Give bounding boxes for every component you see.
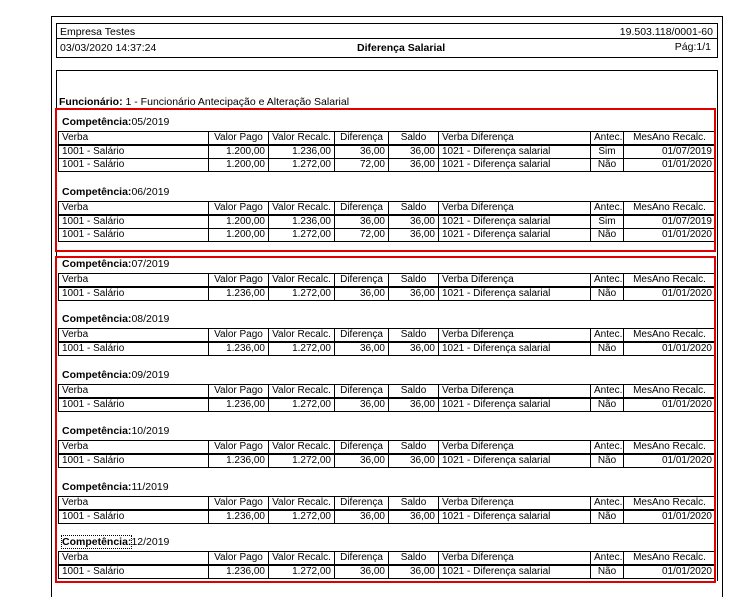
table-cell: 36,00 <box>389 565 439 579</box>
table-cell: 1.236,00 <box>209 342 269 356</box>
table-cell: 1001 - Salário <box>59 565 209 579</box>
table-cell: 1021 - Diferença salarial <box>439 215 591 229</box>
table-cell: 01/01/2020 <box>624 565 716 579</box>
column-header: Valor Pago <box>209 385 269 399</box>
column-header: Valor Pago <box>209 329 269 343</box>
table-cell: 1.236,00 <box>209 454 269 468</box>
table-cell: Não <box>591 398 624 412</box>
column-header: Saldo <box>389 552 439 566</box>
table-cell: 1001 - Salário <box>59 510 209 524</box>
table-cell: 01/07/2019 <box>624 215 716 229</box>
column-header: Antec. <box>591 132 624 146</box>
column-header: Verba Diferença <box>439 329 591 343</box>
column-header: Verba <box>59 132 209 146</box>
column-header: Valor Recalc. <box>269 329 335 343</box>
column-header: Verba Diferença <box>439 202 591 216</box>
table-cell: 1.200,00 <box>209 215 269 229</box>
table-cell: 1.236,00 <box>209 398 269 412</box>
column-header: MesAno Recalc. <box>624 329 716 343</box>
table-cell: Não <box>591 565 624 579</box>
table-cell: 1.272,00 <box>269 398 335 412</box>
competencia-caption: Competência: <box>62 116 132 128</box>
table-cell: 36,00 <box>389 342 439 356</box>
table-cell: 36,00 <box>335 342 389 356</box>
table-cell: 1.200,00 <box>209 145 269 159</box>
column-header: Valor Recalc. <box>269 441 335 455</box>
column-header: Verba <box>59 274 209 288</box>
column-header: Saldo <box>389 385 439 399</box>
table-cell: 1.272,00 <box>269 229 335 242</box>
table-cell: 36,00 <box>335 215 389 229</box>
table-cell: 01/07/2019 <box>624 145 716 159</box>
column-header: Valor Pago <box>209 497 269 511</box>
table-cell: 36,00 <box>389 510 439 524</box>
column-header: Verba Diferença <box>439 274 591 288</box>
column-header: Antec. <box>591 329 624 343</box>
table-cell: 1001 - Salário <box>59 398 209 412</box>
competencia-caption: Competência: <box>62 369 132 381</box>
column-header: Valor Pago <box>209 132 269 146</box>
table-cell: 1.236,00 <box>269 145 335 159</box>
table-cell: 1001 - Salário <box>59 287 209 301</box>
column-header: Verba <box>59 385 209 399</box>
column-header: Antec. <box>591 441 624 455</box>
table-cell: 1.236,00 <box>209 287 269 301</box>
table-cell: Sim <box>591 145 624 159</box>
highlight-box-2 <box>55 256 716 583</box>
table-cell: 36,00 <box>389 145 439 159</box>
competencia-period: 06/2019 <box>131 186 170 198</box>
table-cell: 1021 - Diferença salarial <box>439 159 591 172</box>
table-cell: Não <box>591 454 624 468</box>
table-cell: 36,00 <box>389 215 439 229</box>
column-header: MesAno Recalc. <box>624 497 716 511</box>
column-header: Diferença <box>335 441 389 455</box>
column-header: Saldo <box>389 202 439 216</box>
table-cell: 1001 - Salário <box>59 454 209 468</box>
highlight-box-1 <box>55 108 716 252</box>
column-header: Verba Diferença <box>439 385 591 399</box>
column-header: Diferença <box>335 552 389 566</box>
table-cell: 01/01/2020 <box>624 229 716 242</box>
table-cell: Não <box>591 159 624 172</box>
table-cell: 36,00 <box>335 454 389 468</box>
report-header-row-2 <box>56 38 718 58</box>
column-header: Antec. <box>591 274 624 288</box>
table-cell: 1.236,00 <box>269 215 335 229</box>
table-cell: 1021 - Diferença salarial <box>439 287 591 301</box>
table-cell: 36,00 <box>335 565 389 579</box>
column-header: MesAno Recalc. <box>624 441 716 455</box>
table-cell: 1001 - Salário <box>59 159 209 172</box>
column-header: Verba Diferença <box>439 441 591 455</box>
column-header: Saldo <box>389 274 439 288</box>
column-header: Diferença <box>335 274 389 288</box>
competencia-period: 07/2019 <box>131 258 170 270</box>
table-cell: 01/01/2020 <box>624 287 716 301</box>
table-cell: 36,00 <box>389 229 439 242</box>
table-cell: 01/01/2020 <box>624 342 716 356</box>
column-header: Diferença <box>335 497 389 511</box>
column-header: MesAno Recalc. <box>624 274 716 288</box>
competencia-period: 09/2019 <box>131 369 170 381</box>
table-cell: 1001 - Salário <box>59 145 209 159</box>
report-datetime: 03/03/2020 14:37:24 <box>60 42 157 54</box>
table-cell: 72,00 <box>335 229 389 242</box>
column-header: Antec. <box>591 385 624 399</box>
column-header: Verba <box>59 202 209 216</box>
column-header: Antec. <box>591 202 624 216</box>
table-cell: 1001 - Salário <box>59 342 209 356</box>
column-header: Saldo <box>389 441 439 455</box>
table-cell: 36,00 <box>335 145 389 159</box>
column-header: Valor Pago <box>209 441 269 455</box>
table-cell: 72,00 <box>335 159 389 172</box>
table-cell: 1021 - Diferença salarial <box>439 229 591 242</box>
competencia-period: 08/2019 <box>131 313 170 325</box>
table-cell: 36,00 <box>335 287 389 301</box>
column-header: Saldo <box>389 132 439 146</box>
column-header: Verba Diferença <box>439 132 591 146</box>
column-header: Valor Pago <box>209 202 269 216</box>
competencia-period: 10/2019 <box>131 425 170 437</box>
column-header: MesAno Recalc. <box>624 202 716 216</box>
table-cell: 36,00 <box>389 287 439 301</box>
table-cell: 1021 - Diferença salarial <box>439 510 591 524</box>
table-cell: 1.236,00 <box>209 565 269 579</box>
competencia-caption: Competência: <box>62 186 132 198</box>
table-cell: Não <box>591 342 624 356</box>
table-cell: 36,00 <box>389 159 439 172</box>
table-cell: 1.200,00 <box>209 159 269 172</box>
employee-value: 1 - Funcionário Antecipação e Alteração Salarial <box>125 96 350 108</box>
column-header: Valor Pago <box>209 552 269 566</box>
table-cell: 1001 - Salário <box>59 215 209 229</box>
column-header: Valor Pago <box>209 274 269 288</box>
column-header: Diferença <box>335 329 389 343</box>
column-header: Saldo <box>389 329 439 343</box>
column-header: MesAno Recalc. <box>624 385 716 399</box>
column-header: Diferença <box>335 132 389 146</box>
table-cell: Não <box>591 229 624 242</box>
column-header: Verba <box>59 329 209 343</box>
competencia-caption: Competência: <box>62 313 132 325</box>
column-header: Valor Recalc. <box>269 497 335 511</box>
table-cell: 1021 - Diferença salarial <box>439 342 591 356</box>
table-cell: 1.236,00 <box>209 510 269 524</box>
table-cell: 1.200,00 <box>209 229 269 242</box>
table-cell: 1.272,00 <box>269 159 335 172</box>
table-cell: 36,00 <box>389 454 439 468</box>
column-header: Valor Recalc. <box>269 552 335 566</box>
column-header: Valor Recalc. <box>269 385 335 399</box>
competencia-caption: Competência: <box>62 536 132 548</box>
column-header: Verba Diferença <box>439 552 591 566</box>
table-cell: 1.272,00 <box>269 510 335 524</box>
column-header: Verba <box>59 441 209 455</box>
table-cell: Não <box>591 510 624 524</box>
employee-line <box>59 96 349 108</box>
page-number: Pág:1/1 <box>674 41 711 53</box>
table-cell: 01/01/2020 <box>624 398 716 412</box>
competencia-period: 05/2019 <box>131 116 170 128</box>
employee-label: Funcionário: <box>59 96 123 108</box>
table-cell: 01/01/2020 <box>624 454 716 468</box>
column-header: MesAno Recalc. <box>624 132 716 146</box>
column-header: Valor Recalc. <box>269 132 335 146</box>
company-cnpj: 19.503.118/0001-60 <box>619 26 713 38</box>
table-cell: Não <box>591 287 624 301</box>
competencia-caption: Competência: <box>62 258 132 270</box>
column-header: Saldo <box>389 497 439 511</box>
table-cell: 1.272,00 <box>269 287 335 301</box>
competencia-caption: Competência: <box>62 425 132 437</box>
table-cell: 1021 - Diferença salarial <box>439 454 591 468</box>
column-header: Valor Recalc. <box>269 202 335 216</box>
table-cell: 1.272,00 <box>269 454 335 468</box>
column-header: Antec. <box>591 497 624 511</box>
competencia-caption: Competência: <box>62 481 132 493</box>
table-cell: 36,00 <box>389 398 439 412</box>
table-cell: 01/01/2020 <box>624 510 716 524</box>
column-header: Diferença <box>335 202 389 216</box>
table-cell: 1.272,00 <box>269 565 335 579</box>
table-cell: 1021 - Diferença salarial <box>439 398 591 412</box>
table-cell: Sim <box>591 215 624 229</box>
column-header: Antec. <box>591 552 624 566</box>
column-header: Diferença <box>335 385 389 399</box>
report-title: Diferença Salarial <box>357 42 446 54</box>
table-cell: 1.272,00 <box>269 342 335 356</box>
competencia-period: 11/2019 <box>131 481 169 493</box>
table-cell: 1021 - Diferença salarial <box>439 145 591 159</box>
table-cell: 1001 - Salário <box>59 229 209 242</box>
column-header: Verba <box>59 552 209 566</box>
competencia-period: 12/2019 <box>131 536 170 548</box>
column-header: MesAno Recalc. <box>624 552 716 566</box>
column-header: Valor Recalc. <box>269 274 335 288</box>
column-header: Verba <box>59 497 209 511</box>
table-cell: 01/01/2020 <box>624 159 716 172</box>
table-cell: 36,00 <box>335 398 389 412</box>
column-header: Verba Diferença <box>439 497 591 511</box>
table-cell: 1021 - Diferença salarial <box>439 565 591 579</box>
company-name: Empresa Testes <box>60 26 136 38</box>
table-cell: 36,00 <box>335 510 389 524</box>
